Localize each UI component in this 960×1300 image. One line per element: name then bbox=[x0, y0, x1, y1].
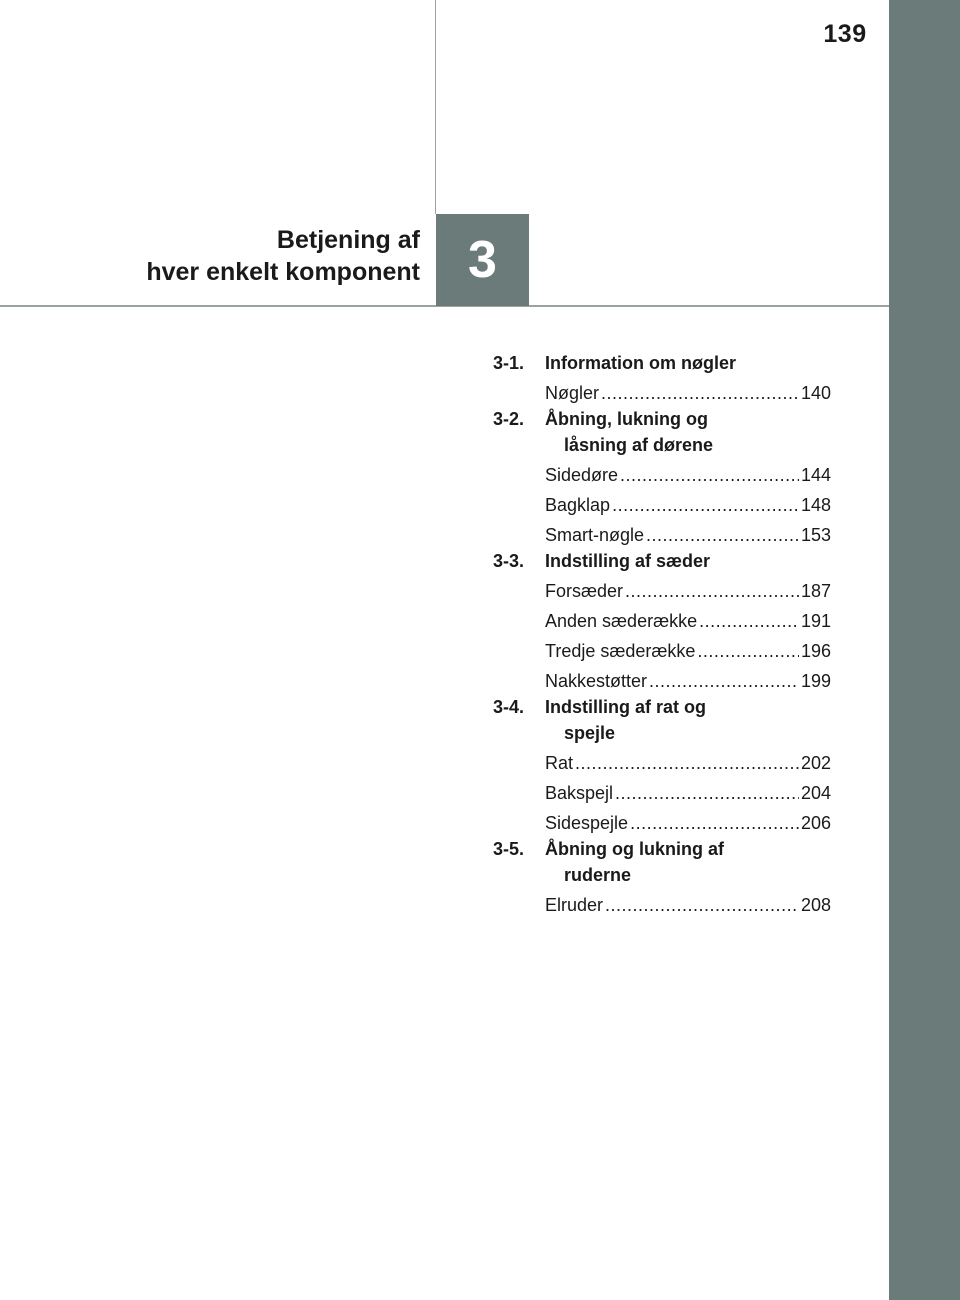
toc-entry[interactable] bbox=[545, 462, 831, 488]
dot-leader bbox=[605, 892, 799, 918]
dot-leader bbox=[625, 578, 799, 604]
entry-label: Bagklap bbox=[545, 495, 611, 515]
dot-leader bbox=[615, 780, 799, 806]
section-heading[interactable] bbox=[493, 406, 831, 458]
entry-page: 153 bbox=[800, 525, 831, 545]
dot-leader bbox=[612, 492, 799, 518]
section-number: 3-3. bbox=[493, 551, 525, 571]
section-title bbox=[545, 350, 736, 376]
section-number: 3-4. bbox=[493, 697, 525, 717]
toc-section bbox=[493, 406, 831, 548]
dot-leader bbox=[649, 668, 799, 694]
section-title bbox=[545, 694, 706, 746]
toc-entry[interactable] bbox=[545, 492, 831, 518]
dot-leader bbox=[575, 750, 799, 776]
chapter-sidebar-tab bbox=[889, 0, 960, 1300]
toc-entry[interactable] bbox=[545, 668, 831, 694]
dot-leader bbox=[646, 522, 799, 548]
section-title bbox=[545, 406, 713, 458]
entry-label: Sidespejle bbox=[545, 813, 629, 833]
toc-entry[interactable] bbox=[545, 810, 831, 836]
chapter-title bbox=[146, 224, 420, 288]
entry-label: Sidedøre bbox=[545, 465, 619, 485]
entry-page: 196 bbox=[800, 641, 831, 661]
toc-entry[interactable] bbox=[545, 522, 831, 548]
entry-label: Rat bbox=[545, 753, 574, 773]
section-title-line2: låsning af dørene bbox=[564, 435, 714, 455]
entry-page: 191 bbox=[800, 611, 831, 631]
section-title-line1: Åbning og lukning af bbox=[545, 839, 724, 859]
entry-page: 140 bbox=[800, 383, 831, 403]
section-title bbox=[545, 836, 724, 888]
dot-leader bbox=[697, 638, 799, 664]
toc-entry[interactable] bbox=[545, 578, 831, 604]
toc-section bbox=[493, 836, 831, 918]
entry-page: 206 bbox=[800, 813, 831, 833]
toc-section bbox=[493, 548, 831, 694]
entry-page: 148 bbox=[800, 495, 831, 515]
dot-leader bbox=[699, 608, 799, 634]
section-number: 3-1. bbox=[493, 353, 525, 373]
dot-leader bbox=[630, 810, 799, 836]
toc-entry[interactable] bbox=[545, 780, 831, 806]
entry-page: 199 bbox=[800, 671, 831, 691]
toc-section bbox=[493, 694, 831, 836]
entry-label: Anden sæderække bbox=[545, 611, 698, 631]
section-number: 3-5. bbox=[493, 839, 525, 859]
toc-entry[interactable] bbox=[545, 892, 831, 918]
section-title-line1: Åbning, lukning og bbox=[545, 409, 708, 429]
entry-label: Forsæder bbox=[545, 581, 624, 601]
entry-label: Nøgler bbox=[545, 383, 600, 403]
toc-entry[interactable] bbox=[545, 608, 831, 634]
page-number: 139 bbox=[823, 20, 867, 48]
table-of-contents bbox=[493, 350, 831, 918]
toc-entry[interactable] bbox=[545, 750, 831, 776]
dot-leader bbox=[601, 380, 799, 406]
entry-label: Bakspejl bbox=[545, 783, 614, 803]
section-heading[interactable] bbox=[493, 548, 831, 574]
section-title-line2: ruderne bbox=[564, 865, 632, 885]
chapter-title-line2: hver enkelt komponent bbox=[146, 258, 420, 286]
section-title-line2: spejle bbox=[564, 723, 616, 743]
entry-page: 204 bbox=[800, 783, 831, 803]
toc-entry[interactable] bbox=[545, 380, 831, 406]
section-heading[interactable] bbox=[493, 836, 831, 888]
entry-page: 187 bbox=[800, 581, 831, 601]
toc-section bbox=[493, 350, 831, 406]
entry-page: 202 bbox=[800, 753, 831, 773]
chapter-number-box: 3 bbox=[436, 214, 529, 306]
section-title-line1: Indstilling af rat og bbox=[545, 697, 706, 717]
chapter-title-line1: Betjening af bbox=[276, 226, 420, 254]
section-heading[interactable] bbox=[493, 694, 831, 746]
vertical-divider bbox=[435, 0, 436, 214]
entry-label: Nakkestøtter bbox=[545, 671, 648, 691]
entry-page: 144 bbox=[800, 465, 831, 485]
entry-label: Smart-nøgle bbox=[545, 525, 645, 545]
section-title bbox=[545, 548, 710, 574]
section-number: 3-2. bbox=[493, 409, 525, 429]
section-heading[interactable] bbox=[493, 350, 831, 376]
section-title-line1: Indstilling af sæder bbox=[545, 551, 711, 571]
toc-entry[interactable] bbox=[545, 638, 831, 664]
entry-label: Elruder bbox=[545, 895, 604, 915]
dot-leader bbox=[620, 462, 799, 488]
entry-page: 208 bbox=[800, 895, 831, 915]
section-title-line1: Information om nøgler bbox=[545, 353, 736, 373]
entry-label: Tredje sæderække bbox=[545, 641, 696, 661]
